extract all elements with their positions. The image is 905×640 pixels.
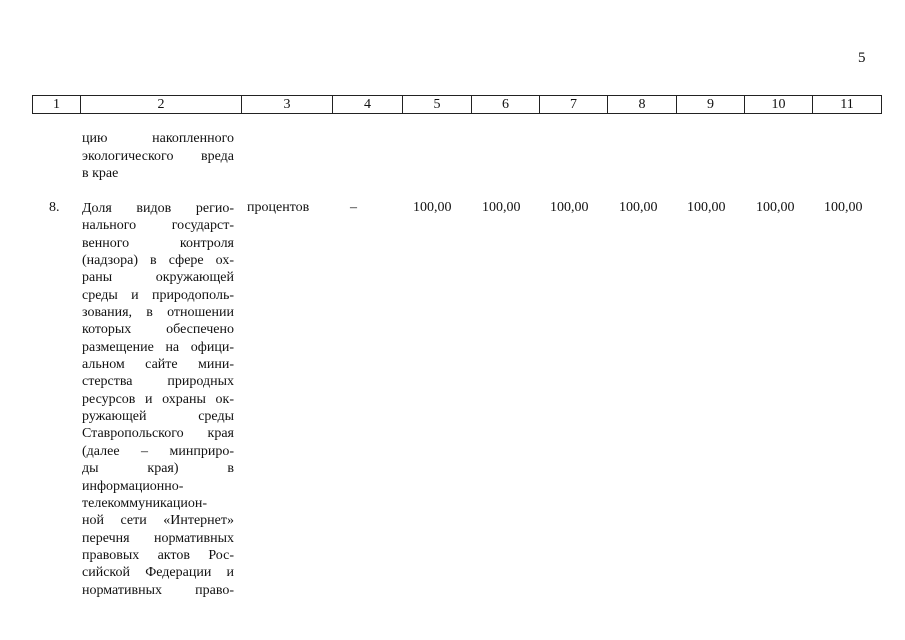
description-line: Доля видов регио-	[82, 201, 234, 216]
continued-line: цию накопленного	[82, 131, 234, 146]
description-line: ной сети «Интернет»	[82, 513, 234, 529]
column-header-3: 3	[242, 96, 333, 114]
description-line: Ставропольского края	[82, 426, 234, 442]
column-number-header	[32, 95, 882, 114]
description-line: альном сайте мини-	[82, 357, 234, 373]
value-col-5: 100,00	[413, 200, 452, 215]
description-line: стерства природных	[82, 374, 234, 390]
description-line: ружающей среды	[82, 409, 234, 425]
column-header-7: 7	[540, 96, 608, 114]
indicator-description	[82, 200, 234, 599]
base-value-dash: –	[350, 200, 357, 215]
description-line: нормативных право-	[82, 582, 234, 598]
description-line: ды края) в	[82, 461, 234, 477]
description-line: (надзора) в сфере ох-	[82, 253, 234, 269]
description-line: которых обеспечено	[82, 322, 234, 338]
unit-of-measure: процентов	[247, 200, 310, 215]
value-col-10: 100,00	[756, 200, 795, 215]
description-line: телекоммуникацион-	[82, 495, 208, 511]
continued-line: экологического вреда	[82, 148, 234, 164]
continued-line: в крае	[82, 166, 119, 181]
column-header-8: 8	[608, 96, 677, 114]
description-line: нального государст-	[82, 218, 234, 234]
description-line: зования, в отношении	[82, 305, 234, 321]
column-header-6: 6	[472, 96, 540, 114]
column-header-10: 10	[745, 96, 813, 114]
value-col-9: 100,00	[687, 200, 726, 215]
continued-description	[82, 130, 234, 183]
column-header-1: 1	[33, 96, 81, 114]
description-line: (далее – минприро-	[82, 443, 234, 459]
column-header-2: 2	[81, 96, 242, 114]
column-header-4: 4	[333, 96, 403, 114]
value-col-7: 100,00	[550, 200, 589, 215]
column-header-5: 5	[403, 96, 472, 114]
description-line: правовых актов Рос-	[82, 547, 234, 563]
description-line: информационно-	[82, 478, 184, 494]
column-header-11: 11	[813, 96, 882, 114]
description-line: перечня нормативных	[82, 530, 234, 546]
value-col-6: 100,00	[482, 200, 521, 215]
description-line: ресурсов и охраны ок-	[82, 391, 234, 407]
description-line: венного контроля	[82, 235, 234, 251]
page-number: 5	[858, 50, 866, 66]
column-header-9: 9	[677, 96, 745, 114]
description-line: размещение на офици-	[82, 339, 234, 355]
row-number: 8.	[49, 200, 60, 215]
description-line: сийской Федерации и	[82, 565, 234, 581]
value-col-11: 100,00	[824, 200, 863, 215]
description-line: раны окружающей	[82, 270, 234, 286]
value-col-8: 100,00	[619, 200, 658, 215]
description-line: среды и природополь-	[82, 287, 234, 303]
